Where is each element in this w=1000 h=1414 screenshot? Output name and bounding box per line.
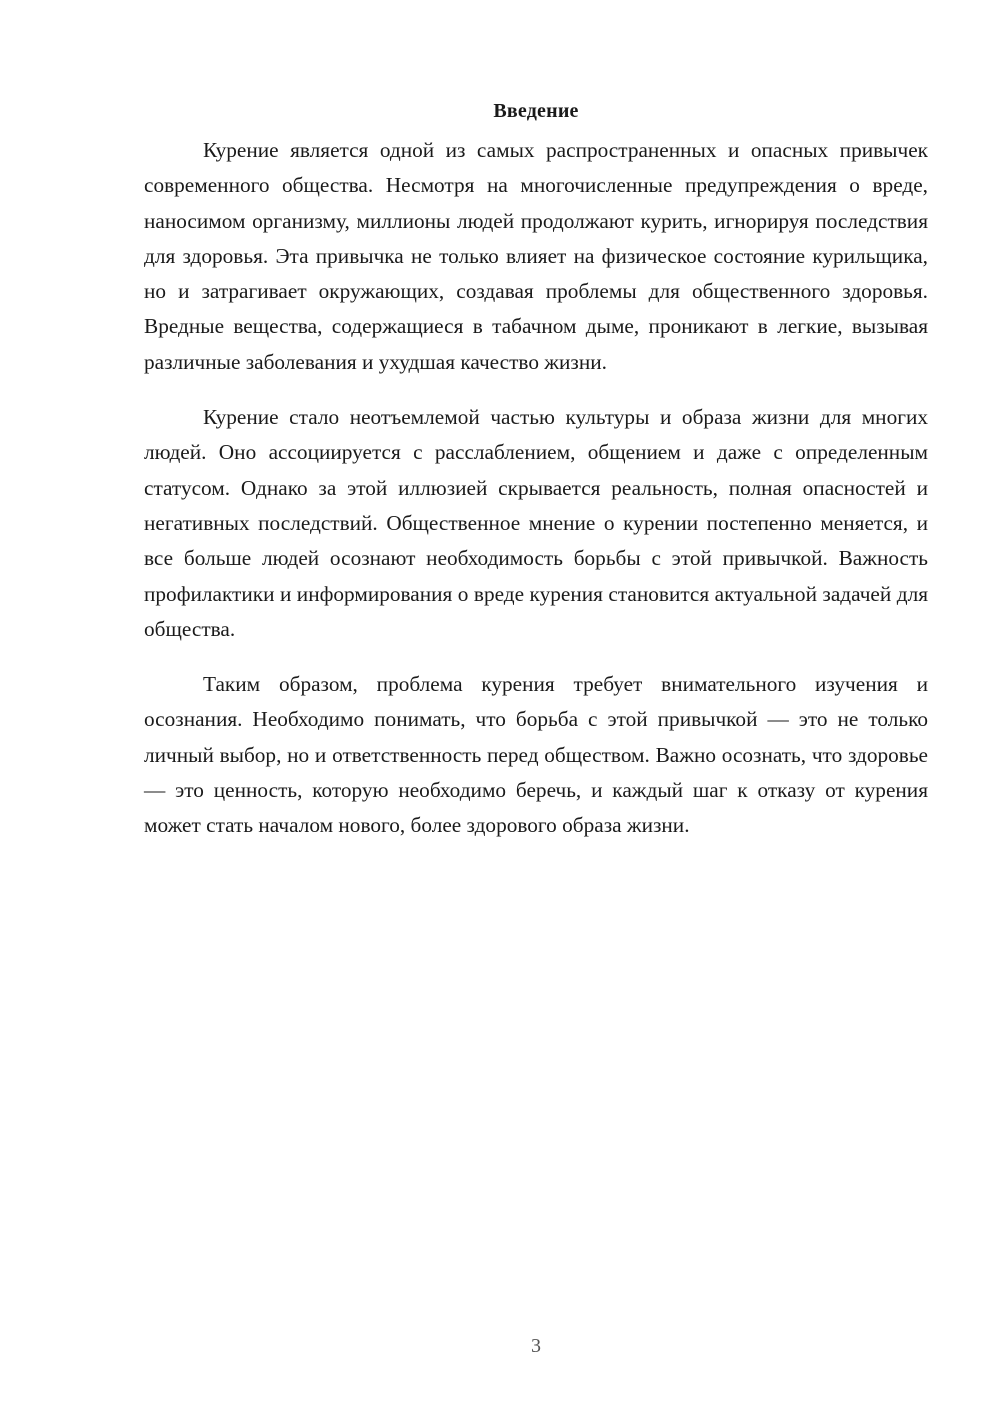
paragraph-2: Курение стало неотъемлемой частью культуры и образа жизни для многих людей. Оно ассоциируется с расслаблением, общением и даже с определенным статусом. Однако за этой иллюзией скрывается реальность, полная опасностей и негативных последствий. Общественное мнение о курении постепенно меняется, и все больше людей осознают необходимость борьбы с этой привычкой. Важность профилактики и информирования о вреде курения становится актуальной задачей для общества. <box>144 405 928 641</box>
paragraph-1: Курение является одной из самых распространенных и опасных привычек современного общества. Несмотря на многочисленные предупреждения о вреде, наносимом организму, миллионы людей продолжают курить, игнорируя последствия для здоровья. Эта привычка не только влияет на физическое состояние курильщика, но и затрагивает окружающих, создавая проблемы для общественного здоровья. Вредные вещества, содержащиеся в табачном дыме, проникают в легкие, вызывая различные заболевания и ухудшая качество жизни. <box>144 138 928 374</box>
section-heading: Введение <box>493 100 579 122</box>
page-body <box>144 97 928 844</box>
page-number: 3 <box>531 1335 541 1357</box>
paragraph-3: Таким образом, проблема курения требует внимательного изучения и осознания. Необходимо понимать, что борьба с этой привычкой — это не только личный выбор, но и ответственность перед обществом. Важно осознать, что здоровье — это ценность, которую необходимо беречь, и каждый шаг к отказу от курения может стать началом нового, более здорового образа жизни. <box>144 672 928 838</box>
